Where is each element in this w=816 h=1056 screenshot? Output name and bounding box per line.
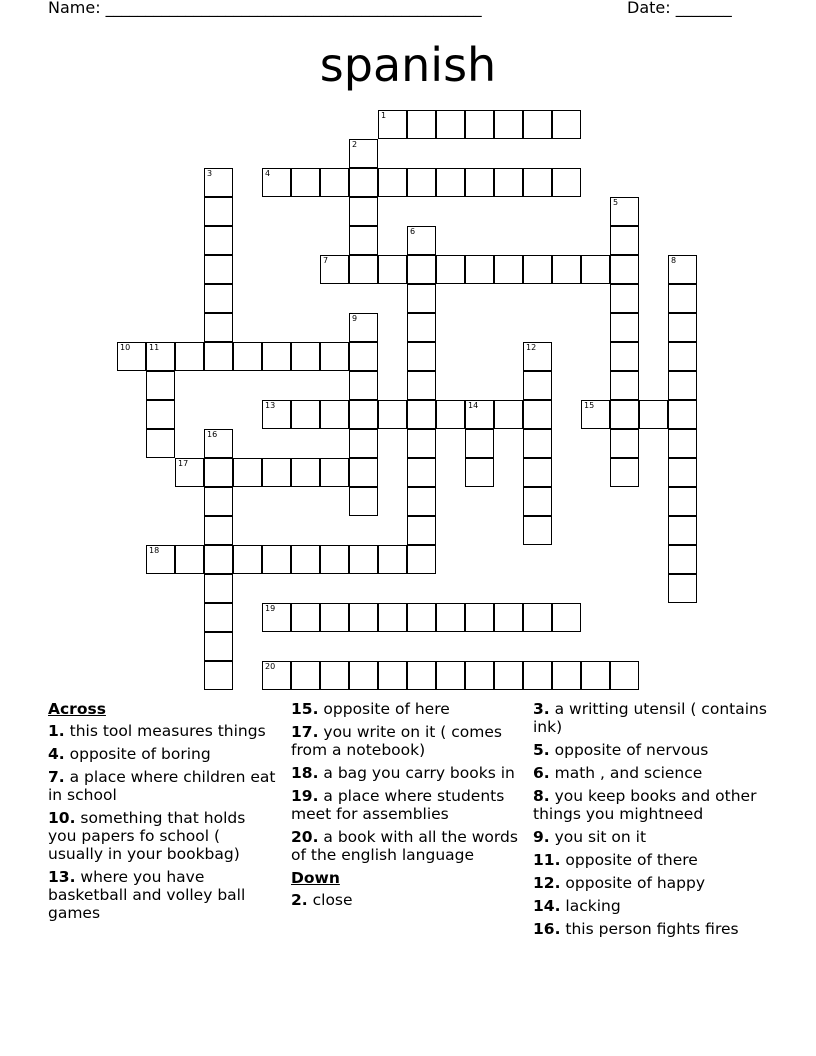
clue-across-13: [48, 868, 278, 922]
clue-number: 8.: [533, 787, 550, 805]
crossword-cell[interactable]: [668, 574, 697, 603]
crossword-cell[interactable]: [407, 226, 436, 255]
clue-text: a book with all the words of the english language: [291, 828, 518, 864]
cell-number: 11: [149, 343, 160, 352]
cell-number: 19: [265, 604, 276, 613]
clue-text: opposite of boring: [69, 745, 211, 763]
crossword-cell[interactable]: [407, 168, 436, 197]
crossword-cell[interactable]: [610, 429, 639, 458]
crossword-cell[interactable]: [610, 284, 639, 313]
clue-down-6: [533, 764, 773, 782]
crossword-cell[interactable]: [523, 603, 552, 632]
crossword-cell[interactable]: [407, 371, 436, 400]
crossword-cell[interactable]: [233, 342, 262, 371]
clue-number: 16.: [533, 920, 561, 938]
clue-down-2: [291, 891, 521, 909]
clue-number: 12.: [533, 874, 561, 892]
crossword-cell[interactable]: [204, 661, 233, 690]
crossword-cell[interactable]: [436, 603, 465, 632]
crossword-cell[interactable]: [349, 342, 378, 371]
crossword-cell[interactable]: [349, 661, 378, 690]
crossword-cell[interactable]: [204, 197, 233, 226]
clue-number: 17.: [291, 723, 319, 741]
crossword-cell[interactable]: [610, 313, 639, 342]
crossword-cell[interactable]: [465, 603, 494, 632]
crossword-cell[interactable]: [146, 545, 175, 574]
clue-number: 19.: [291, 787, 319, 805]
clue-number: 14.: [533, 897, 561, 915]
clue-text: a place where students meet for assemblies: [291, 787, 505, 823]
crossword-cell[interactable]: [349, 255, 378, 284]
clues-column-3: [533, 700, 773, 943]
crossword-cell[interactable]: [668, 313, 697, 342]
crossword-cell[interactable]: [175, 342, 204, 371]
clue-number: 13.: [48, 868, 76, 886]
clue-down-14: [533, 897, 773, 915]
crossword-cell[interactable]: [378, 255, 407, 284]
clue-text: opposite of happy: [565, 874, 706, 892]
cell-number: 10: [120, 343, 131, 352]
crossword-cell[interactable]: [291, 603, 320, 632]
crossword-cell[interactable]: [407, 429, 436, 458]
crossword-cell[interactable]: [436, 400, 465, 429]
clue-number: 18.: [291, 764, 319, 782]
crossword-cell[interactable]: [262, 545, 291, 574]
crossword-cell[interactable]: [407, 313, 436, 342]
crossword-cell[interactable]: [581, 255, 610, 284]
crossword-cell[interactable]: [436, 255, 465, 284]
clue-down-3: [533, 700, 773, 736]
crossword-cell[interactable]: [552, 255, 581, 284]
crossword-cell[interactable]: [291, 661, 320, 690]
crossword-cell[interactable]: [523, 458, 552, 487]
crossword-cell[interactable]: [349, 139, 378, 168]
crossword-cell[interactable]: [465, 168, 494, 197]
cell-number: 4: [265, 169, 271, 178]
cell-number: 1: [381, 111, 387, 120]
crossword-cell[interactable]: [349, 197, 378, 226]
crossword-cell[interactable]: [320, 661, 349, 690]
crossword-cell[interactable]: [291, 400, 320, 429]
crossword-cell[interactable]: [349, 226, 378, 255]
crossword-cell[interactable]: [262, 400, 291, 429]
crossword-cell[interactable]: [320, 168, 349, 197]
crossword-cell[interactable]: [436, 168, 465, 197]
crossword-cell[interactable]: [349, 400, 378, 429]
clue-down-16: [533, 920, 773, 938]
crossword-cell[interactable]: [204, 429, 233, 458]
crossword-cell[interactable]: [523, 516, 552, 545]
crossword-cell[interactable]: [204, 458, 233, 487]
crossword-cell[interactable]: [523, 400, 552, 429]
clue-text: close: [312, 891, 353, 909]
crossword-cell[interactable]: [146, 371, 175, 400]
crossword-cell[interactable]: [204, 313, 233, 342]
crossword-cell[interactable]: [494, 400, 523, 429]
crossword-cell[interactable]: [465, 400, 494, 429]
crossword-cell[interactable]: [204, 284, 233, 313]
crossword-cell[interactable]: [146, 400, 175, 429]
crossword-cell[interactable]: [639, 400, 668, 429]
crossword-cell[interactable]: [668, 342, 697, 371]
clue-text: a place where children eat in school: [48, 768, 276, 804]
crossword-cell[interactable]: [291, 342, 320, 371]
clue-text: opposite of there: [565, 851, 698, 869]
crossword-cell[interactable]: [523, 168, 552, 197]
crossword-cell[interactable]: [204, 574, 233, 603]
crossword-cell[interactable]: [610, 342, 639, 371]
clue-number: 15.: [291, 700, 319, 718]
name-line: Name: _______________________________________________: [48, 0, 482, 17]
crossword-cell[interactable]: [494, 661, 523, 690]
clue-down-12: [533, 874, 773, 892]
clue-across-17: [291, 723, 521, 759]
crossword-cell[interactable]: [436, 661, 465, 690]
crossword-cell[interactable]: [117, 342, 146, 371]
crossword-cell[interactable]: [262, 661, 291, 690]
crossword-cell[interactable]: [407, 400, 436, 429]
crossword-cell[interactable]: [668, 429, 697, 458]
crossword-cell[interactable]: [175, 458, 204, 487]
crossword-cell[interactable]: [407, 255, 436, 284]
cell-number: 6: [410, 227, 416, 236]
crossword-cell[interactable]: [407, 342, 436, 371]
cell-number: 2: [352, 140, 358, 149]
crossword-cell[interactable]: [668, 400, 697, 429]
crossword-cell[interactable]: [552, 168, 581, 197]
date-line: Date: _______: [627, 0, 732, 17]
cell-number: 5: [613, 198, 619, 207]
clue-number: 1.: [48, 722, 65, 740]
crossword-cell[interactable]: [610, 197, 639, 226]
crossword-cell[interactable]: [349, 429, 378, 458]
crossword-cell[interactable]: [320, 255, 349, 284]
clue-text: a bag you carry books in: [323, 764, 515, 782]
clue-number: 11.: [533, 851, 561, 869]
clues-column-2: [291, 700, 521, 914]
crossword-cell[interactable]: [233, 458, 262, 487]
crossword-cell[interactable]: [610, 371, 639, 400]
crossword-cell[interactable]: [378, 110, 407, 139]
clue-number: 10.: [48, 809, 76, 827]
crossword-cell[interactable]: [146, 429, 175, 458]
crossword-cell[interactable]: [523, 487, 552, 516]
clue-across-4: [48, 745, 278, 763]
clues-column-1: [48, 700, 278, 927]
crossword-cell[interactable]: [668, 284, 697, 313]
cell-number: 20: [265, 662, 276, 671]
crossword-cell[interactable]: [262, 168, 291, 197]
crossword-cell[interactable]: [494, 603, 523, 632]
cell-number: 8: [671, 256, 677, 265]
clue-down-9: [533, 828, 773, 846]
clue-across-1: [48, 722, 278, 740]
crossword-cell[interactable]: [349, 371, 378, 400]
crossword-cell[interactable]: [204, 632, 233, 661]
clue-text: math , and science: [554, 764, 703, 782]
crossword-cell[interactable]: [349, 313, 378, 342]
clue-down-8: [533, 787, 773, 823]
clue-across-19: [291, 787, 521, 823]
crossword-cell[interactable]: [552, 110, 581, 139]
clue-number: 3.: [533, 700, 550, 718]
cell-number: 3: [207, 169, 213, 178]
cell-number: 13: [265, 401, 276, 410]
clue-down-11: [533, 851, 773, 869]
clue-across-7: [48, 768, 278, 804]
crossword-cell[interactable]: [320, 545, 349, 574]
crossword-cell[interactable]: [407, 516, 436, 545]
crossword-cell[interactable]: [204, 545, 233, 574]
clue-text: you sit on it: [554, 828, 647, 846]
crossword-cell[interactable]: [407, 458, 436, 487]
clue-text: a writting utensil ( contains ink): [533, 700, 767, 736]
crossword-cell[interactable]: [291, 168, 320, 197]
crossword-cell[interactable]: [465, 661, 494, 690]
clue-text: lacking: [565, 897, 621, 915]
cell-number: 17: [178, 459, 189, 468]
crossword-cell[interactable]: [349, 458, 378, 487]
crossword-cell[interactable]: [378, 661, 407, 690]
cell-number: 7: [323, 256, 329, 265]
clue-text: you write on it ( comes from a notebook): [291, 723, 502, 759]
crossword-cell[interactable]: [349, 545, 378, 574]
crossword-cell[interactable]: [581, 400, 610, 429]
crossword-cell[interactable]: [523, 429, 552, 458]
clue-text: this tool measures things: [69, 722, 266, 740]
clue-across-18: [291, 764, 521, 782]
clue-number: 5.: [533, 741, 550, 759]
crossword-cell[interactable]: [291, 545, 320, 574]
crossword-cell[interactable]: [320, 342, 349, 371]
crossword-cell[interactable]: [610, 458, 639, 487]
crossword-cell[interactable]: [465, 255, 494, 284]
crossword-cell[interactable]: [668, 516, 697, 545]
crossword-cell[interactable]: [204, 342, 233, 371]
crossword-cell[interactable]: [378, 545, 407, 574]
cell-number: 12: [526, 343, 537, 352]
crossword-cell[interactable]: [378, 603, 407, 632]
crossword-cell[interactable]: [407, 110, 436, 139]
crossword-cell[interactable]: [204, 226, 233, 255]
crossword-cell[interactable]: [465, 429, 494, 458]
clue-text: where you have basketball and volley ball games: [48, 868, 246, 922]
crossword-cell[interactable]: [407, 545, 436, 574]
crossword-cell[interactable]: [291, 458, 320, 487]
crossword-cell[interactable]: [610, 661, 639, 690]
crossword-cell[interactable]: [349, 168, 378, 197]
crossword-cell[interactable]: [494, 168, 523, 197]
clue-number: 2.: [291, 891, 308, 909]
crossword-cell[interactable]: [378, 168, 407, 197]
crossword-cell[interactable]: [523, 342, 552, 371]
down-heading: Down: [291, 869, 340, 887]
crossword-cell[interactable]: [581, 661, 610, 690]
clue-number: 20.: [291, 828, 319, 846]
crossword-cell[interactable]: [349, 603, 378, 632]
crossword-cell[interactable]: [320, 458, 349, 487]
crossword-cell[interactable]: [320, 603, 349, 632]
crossword-cell[interactable]: [494, 110, 523, 139]
crossword-cell[interactable]: [262, 342, 291, 371]
clue-text: opposite of here: [323, 700, 450, 718]
crossword-cell[interactable]: [262, 603, 291, 632]
crossword-cell[interactable]: [465, 458, 494, 487]
crossword-cell[interactable]: [262, 458, 291, 487]
crossword-cell[interactable]: [610, 255, 639, 284]
clue-across-20: [291, 828, 521, 864]
crossword-cell[interactable]: [668, 487, 697, 516]
crossword-cell[interactable]: [465, 110, 494, 139]
cell-number: 18: [149, 546, 160, 555]
crossword-cell[interactable]: [349, 487, 378, 516]
clue-number: 4.: [48, 745, 65, 763]
clue-text: you keep books and other things you mightneed: [533, 787, 757, 823]
crossword-cell[interactable]: [378, 400, 407, 429]
crossword-cell[interactable]: [407, 603, 436, 632]
clue-across-15: [291, 700, 521, 718]
crossword-cell[interactable]: [204, 487, 233, 516]
crossword-cell[interactable]: [552, 661, 581, 690]
crossword-cell[interactable]: [320, 400, 349, 429]
crossword-cell[interactable]: [552, 603, 581, 632]
cell-number: 16: [207, 430, 218, 439]
clue-across-10: [48, 809, 278, 863]
crossword-cell[interactable]: [668, 458, 697, 487]
crossword-cell[interactable]: [233, 545, 262, 574]
cell-number: 9: [352, 314, 358, 323]
cell-number: 14: [468, 401, 479, 410]
crossword-cell[interactable]: [407, 487, 436, 516]
crossword-cell[interactable]: [610, 226, 639, 255]
crossword-cell[interactable]: [204, 516, 233, 545]
clue-text: opposite of nervous: [554, 741, 709, 759]
crossword-cell[interactable]: [204, 603, 233, 632]
cell-number: 15: [584, 401, 595, 410]
crossword-cell[interactable]: [204, 168, 233, 197]
crossword-cell[interactable]: [407, 661, 436, 690]
clue-down-5: [533, 741, 773, 759]
clue-number: 9.: [533, 828, 550, 846]
crossword-cell[interactable]: [523, 255, 552, 284]
crossword-cell[interactable]: [204, 255, 233, 284]
clue-number: 7.: [48, 768, 65, 786]
crossword-cell[interactable]: [523, 661, 552, 690]
clue-number: 6.: [533, 764, 550, 782]
crossword-cell[interactable]: [175, 545, 204, 574]
crossword-cell[interactable]: [668, 255, 697, 284]
clue-text: this person fights fires: [565, 920, 739, 938]
crossword-cell[interactable]: [436, 110, 465, 139]
crossword-cell[interactable]: [668, 545, 697, 574]
crossword-cell[interactable]: [668, 371, 697, 400]
crossword-cell[interactable]: [407, 284, 436, 313]
puzzle-title: spanish: [319, 38, 497, 92]
across-heading: Across: [48, 700, 106, 718]
crossword-cell[interactable]: [523, 110, 552, 139]
crossword-cell[interactable]: [146, 342, 175, 371]
clue-text: something that holds you papers fo school ( usually in your bookbag): [48, 809, 246, 863]
crossword-cell[interactable]: [523, 371, 552, 400]
crossword-cell[interactable]: [494, 255, 523, 284]
crossword-cell[interactable]: [610, 400, 639, 429]
